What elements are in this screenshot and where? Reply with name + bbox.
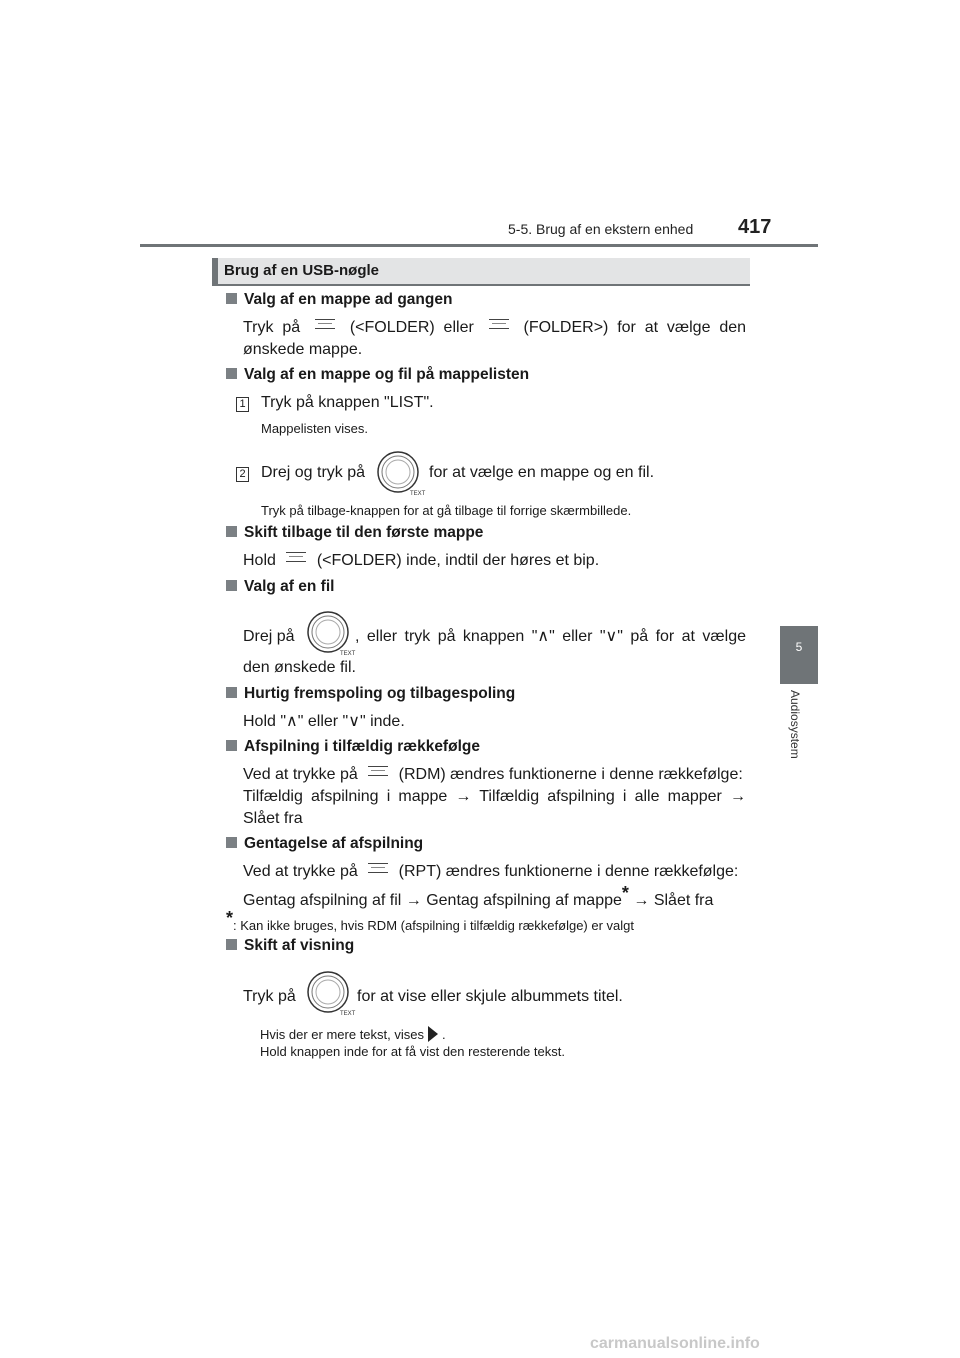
bullet-square-icon — [226, 687, 237, 698]
step-2-text-b: for at vælge en mappe og en fil. — [429, 464, 655, 481]
step-2-number: 2 — [236, 464, 249, 482]
tune-knob-icon — [304, 609, 356, 657]
tune-knob-icon — [304, 969, 356, 1017]
section-title: Brug af en USB-nøgle — [224, 262, 380, 279]
bullet-square-icon — [226, 368, 237, 379]
header-section-title: 5-5. Brug af en ekstern enhed — [508, 221, 694, 237]
bullet-square-icon — [226, 740, 237, 751]
step-2-text-a: Drej og tryk på — [261, 464, 366, 481]
chapter-tab-number: 5 — [795, 640, 803, 654]
step-1-note: Mappelisten vises. — [261, 421, 368, 436]
rdm-button-icon — [368, 766, 388, 776]
heading-repeat: Gentagelse af afspilning — [226, 835, 423, 853]
step-1-number: 1 — [236, 394, 249, 412]
chapter-tab — [780, 626, 818, 684]
section-title-bar — [212, 258, 750, 286]
display-note-2: Hold knappen inde for at få vist den resterende tekst. — [260, 1044, 565, 1059]
repeat-line2: Gentag afspilning af fil → Gentag afspilning af mappe* → Slået fra — [243, 883, 714, 909]
heading-display: Skift af visning — [226, 937, 354, 955]
heading-file-select: Valg af en fil — [226, 578, 334, 596]
folder-select-line2: ønskede mappe. — [243, 341, 363, 358]
first-folder-text: Hold (<FOLDER) inde, indtil der høres et bip. — [243, 552, 600, 569]
heading-folder-list: Valg af en mappe og fil på mappelisten — [226, 366, 529, 384]
display-text-b: for at vise eller skjule albummets titel. — [357, 988, 623, 1005]
header-divider — [140, 244, 818, 247]
chapter-tab-label-box — [784, 690, 814, 780]
rpt-button-icon — [368, 863, 388, 873]
display-text-a: Tryk på — [243, 988, 296, 1005]
page-number: 417 — [738, 216, 772, 238]
fast-forward-text: Hold "∧" eller "∨" inde. — [243, 713, 405, 730]
svg-text:TEXT: TEXT — [410, 491, 426, 497]
repeat-line1: Ved at trykke på (RPT) ændres funktionerne i denne rækkefølge: — [243, 863, 739, 880]
folder-down-button-icon — [315, 319, 335, 329]
random-line1: Ved at trykke på (RDM) ændres funktionerne i denne rækkefølge: — [243, 766, 743, 783]
random-line3: Slået fra — [243, 810, 303, 827]
random-line2: Tilfældig afspilning i mappe → Tilfældig afspilning i alle mapper → — [243, 788, 746, 805]
chapter-tab-label: Audiosystem — [788, 690, 802, 759]
file-select-text-b: , eller tryk på knappen "∧" eller "∨" på for at vælge — [355, 628, 746, 645]
display-note-1: Hvis der er mere tekst, vises . — [260, 1027, 446, 1042]
watermark: carmanualsonline.info — [590, 1335, 760, 1352]
folder-up-button-icon — [489, 319, 509, 329]
file-select-line2: den ønskede fil. — [243, 659, 356, 676]
heading-folder-select: Valg af en mappe ad gangen — [226, 291, 452, 309]
heading-random: Afspilning i tilfældig rækkefølge — [226, 738, 480, 756]
bullet-square-icon — [226, 293, 237, 304]
file-select-text-a: Drej på — [243, 628, 295, 645]
bullet-square-icon — [226, 526, 237, 537]
svg-text:TEXT: TEXT — [340, 651, 356, 657]
bullet-square-icon — [226, 939, 237, 950]
section-title-accent — [212, 258, 218, 286]
footnote: *: Kan ikke bruges, hvis RDM (afspilning i tilfældig rækkefølge) er valgt — [226, 908, 634, 933]
bullet-square-icon — [226, 580, 237, 591]
step-2-note: Tryk på tilbage-knappen for at gå tilbage til forrige skærmbillede. — [261, 503, 632, 518]
folder-down-button-icon — [286, 552, 306, 562]
svg-text:TEXT: TEXT — [340, 1011, 356, 1017]
footnote-asterisk: * — [621, 883, 629, 903]
folder-select-line1: Tryk på (<FOLDER) eller (FOLDER>) for at vælge den — [243, 319, 747, 336]
tune-knob-icon — [374, 449, 426, 497]
bullet-square-icon — [226, 837, 237, 848]
heading-first-folder: Skift tilbage til den første mappe — [226, 524, 483, 542]
more-text-arrow-icon — [428, 1026, 438, 1042]
step-1-text: Tryk på knappen "LIST". — [261, 394, 434, 411]
heading-fast-forward: Hurtig fremspoling og tilbagespoling — [226, 685, 515, 703]
